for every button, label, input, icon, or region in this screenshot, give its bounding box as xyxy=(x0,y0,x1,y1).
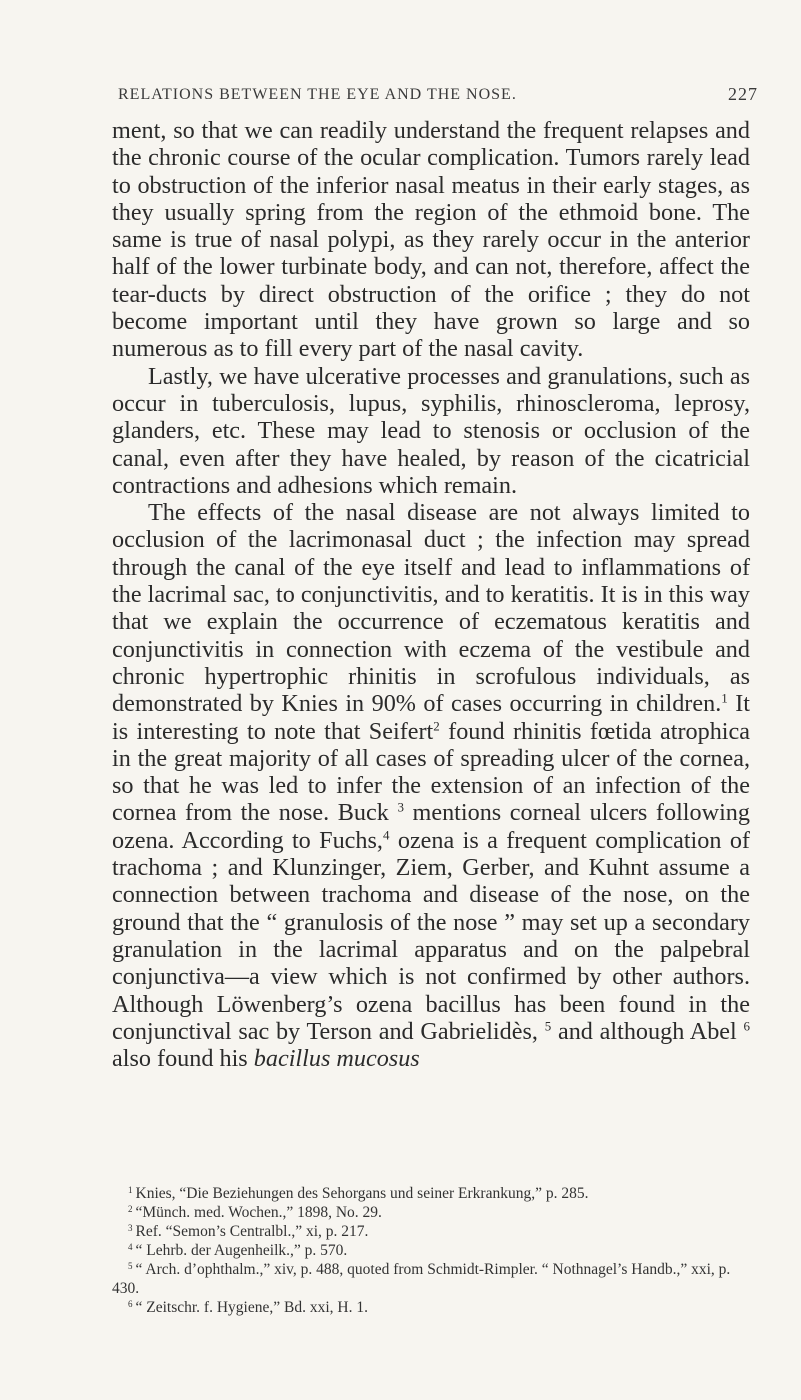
footnote xyxy=(112,1241,750,1260)
footnote-number: 4 xyxy=(128,1241,133,1252)
footnote-ref-1: 1 xyxy=(721,690,728,706)
text-run: mentions corneal ulcers following ozena. According to Fuchs, xyxy=(112,799,750,854)
text-run: ozena is a frequent complication of trachoma ; and Klunzinger, Ziem, Gerber, and Kuhnt assume a connection between trachoma and disease of the nose, on the ground that the “ granulosis of the nose ” may set up a secondary granulation in the lacrimal apparatus and on the palpebral conjunctiva—a view which is not confirmed by other authors. Although Löwenberg’s ozena bacillus has been found in the conjunctival sac by Terson and Gabrielidès, xyxy=(112,826,750,1045)
footnote xyxy=(112,1260,750,1298)
footnote xyxy=(112,1298,750,1317)
footnote-ref-6: 6 xyxy=(743,1018,751,1034)
footnote-text: “Münch. med. Wochen.,” 1898, No. 29. xyxy=(135,1204,382,1221)
footnote-number: 3 xyxy=(128,1222,133,1233)
paragraph: Lastly, we have ulcerative processes and granulations, such as occur in tuberculosis, lupus, syphilis, rhinoscleroma, leprosy, glanders, etc. These may lead to stenosis or occlusion of the canal, even after they have healed, by reason of the cicatricial contractions and adhesions which remain. xyxy=(112,362,750,499)
page-number: 227 xyxy=(728,84,758,104)
italic-term: bacillus mucosus xyxy=(253,1045,420,1073)
footnote-number: 5 xyxy=(128,1260,133,1271)
footnote-text: “ Arch. d’ophthalm.,” xiv, p. 488, quoted from Schmidt-Rimpler. “ Nothnagel’s Handb.,” xxi, p. 430. xyxy=(112,1261,731,1297)
paragraph xyxy=(112,499,750,1072)
footnote-ref-2: 2 xyxy=(433,718,440,734)
footnote-ref-4: 4 xyxy=(382,827,390,843)
footnote-number: 1 xyxy=(128,1184,133,1195)
footnote xyxy=(112,1184,750,1203)
running-head-title: RELATIONS BETWEEN THE EYE AND THE NOSE. xyxy=(118,86,517,103)
footnote-ref-3: 3 xyxy=(397,799,404,815)
text-run: and although Abel xyxy=(551,1017,744,1045)
text-run: found rhinitis fœtida atrophica in the great majority of all cases of spreading ulcer of the cornea, so that he was led to infer the extension of an infection of the cornea from the nose. Buck xyxy=(112,717,750,827)
text-run: also found his xyxy=(112,1045,254,1073)
paragraph: ment, so that we can readily understand the frequent relapses and the chronic course of the ocular complication. Tumors rarely lead to obstruction of the inferior nasal meatus in their early stages, as they usually spring from the region of the ethmoid bone. The same is true of nasal polypi, as they rarely occur in the anterior half of the lower turbinate body, and can not, therefore, affect the tear-ducts by direct obstruction of the orifice ; they do not become important until they have grown so large and so numerous as to fill every part of the nasal cavity. xyxy=(112,117,750,363)
footnote xyxy=(112,1203,750,1222)
footnote-ref-5: 5 xyxy=(544,1018,552,1034)
footnote-text: Ref. “Semon’s Centralbl.,” xi, p. 217. xyxy=(135,1223,369,1240)
text-run: It is interesting to note that Seifert xyxy=(112,690,750,745)
footnote-text: Knies, “Die Beziehungen des Sehorgans und seiner Erkrankung,” p. 285. xyxy=(135,1185,589,1202)
footnotes xyxy=(112,1184,750,1317)
main-text xyxy=(112,117,750,1072)
footnote-text: “ Lehrb. der Augenheilk.,” p. 570. xyxy=(135,1242,348,1259)
footnote-text: “ Zeitschr. f. Hygiene,” Bd. xxi, H. 1. xyxy=(135,1299,368,1316)
footnote-number: 6 xyxy=(128,1298,133,1309)
text-run: The effects of the nasal disease are not always limited to occlusion of the lacrimonasal duct ; the infection may spread through the canal of the eye itself and lead to inflammations of the lacrimal sac, to conjunctivitis, and to keratitis. It is in this way that we explain the occurrence of eczematous keratitis and conjunctivitis in connection with eczema of the vestibule and chronic hypertrophic rhinitis in scrofulous individuals, as demonstrated by Knies in 90% of cases occurring in children. xyxy=(112,499,750,718)
footnote xyxy=(112,1222,750,1241)
footnote-number: 2 xyxy=(128,1203,133,1214)
